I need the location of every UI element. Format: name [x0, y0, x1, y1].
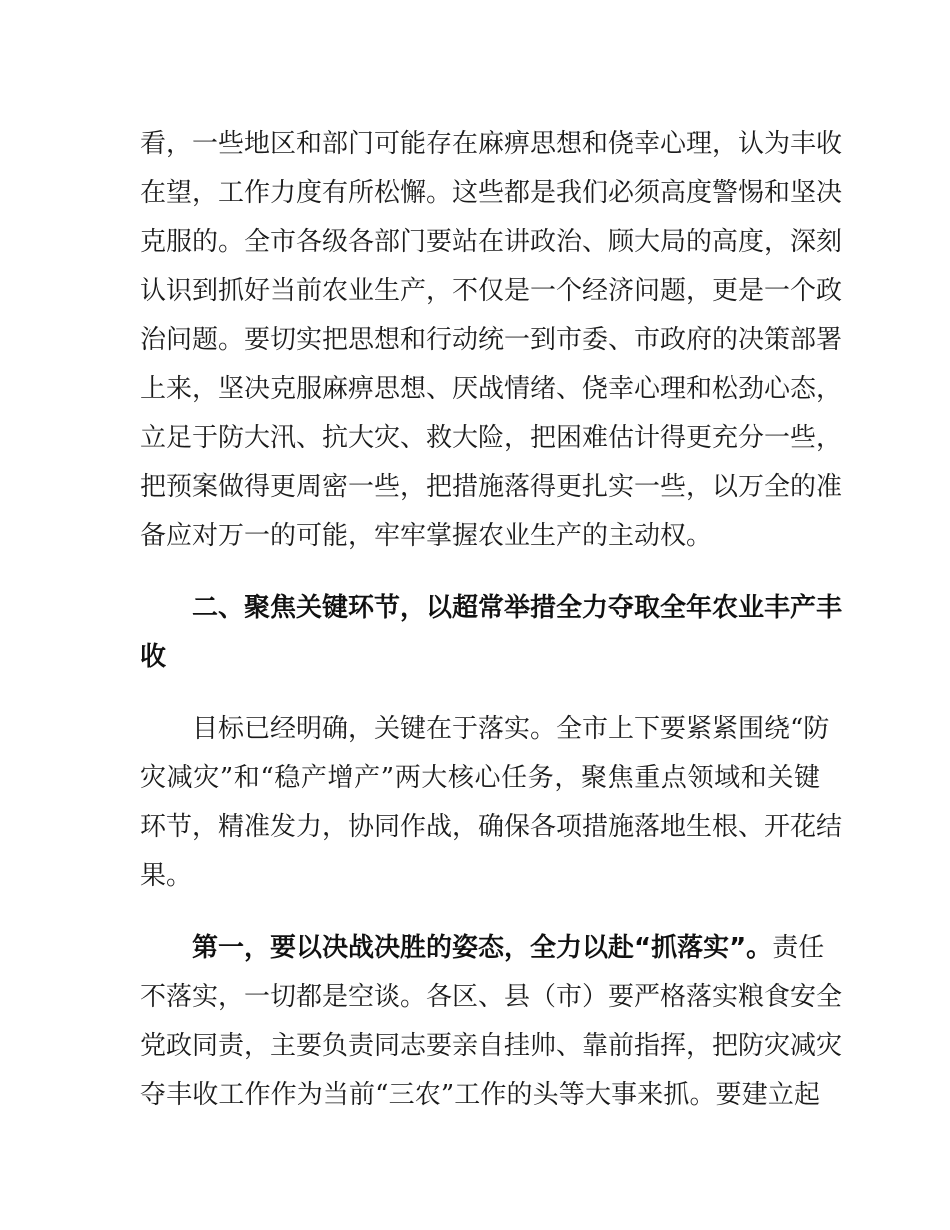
paragraph-lead-rest: 责任 [772, 933, 825, 963]
paragraph-line: 治问题。要切实把思想和行动统一到市委、市政府的决策部署 [140, 325, 843, 355]
paragraph-line: 看，一些地区和部门可能存在麻痹思想和侥幸心理，认为丰收 [140, 129, 843, 159]
paragraph-line: 夺丰收工作作为当前“三农”工作的头等大事来抓。要建立起 [140, 1080, 820, 1110]
paragraph-line: 认识到抓好当前农业生产，不仅是一个经济问题，更是一个政 [140, 276, 843, 306]
paragraph-line: 在望，工作力度有所松懈。这些都是我们必须高度警惕和坚决 [140, 178, 843, 208]
paragraph-line: 党政同责，主要负责同志要亲自挂帅、靠前指挥，把防灾减灾 [140, 1031, 843, 1061]
paragraph-line: 果。 [140, 861, 193, 891]
paragraph-line: 目标已经明确，关键在于落实。全市上下要紧紧围绕“防 [192, 714, 830, 744]
heading-line: 收 [140, 642, 167, 672]
paragraph-line: 把预案做得更周密一些，把措施落得更扎实一些，以万全的准 [140, 472, 843, 502]
paragraph-lead-bold: 第一，要以决战决胜的姿态，全力以赴“抓落实”。 [192, 933, 773, 963]
paragraph-line: 立足于防大汛、抗大灾、救大险，把困难估计得更充分一些， [140, 423, 843, 453]
paragraph-line: 灾减灾”和“稳产增产”两大核心任务，聚焦重点领域和关键 [140, 763, 820, 793]
paragraph-line: 环节，精准发力，协同作战，确保各项措施落地生根、开花结 [140, 812, 843, 842]
paragraph-line: 克服的。全市各级各部门要站在讲政治、顾大局的高度，深刻 [140, 227, 843, 257]
paragraph-lead-line [192, 928, 825, 968]
heading-line: 二、聚焦关键环节，以超常举措全力夺取全年农业丰产丰 [192, 593, 843, 623]
paragraph-line: 上来，坚决克服麻痹思想、厌战情绪、侥幸心理和松劲心态， [140, 374, 843, 404]
paragraph-line: 备应对万一的可能，牢牢掌握农业生产的主动权。 [140, 521, 713, 551]
paragraph-line: 不落实，一切都是空谈。各区、县（市）要严格落实粮食安全 [140, 982, 843, 1012]
